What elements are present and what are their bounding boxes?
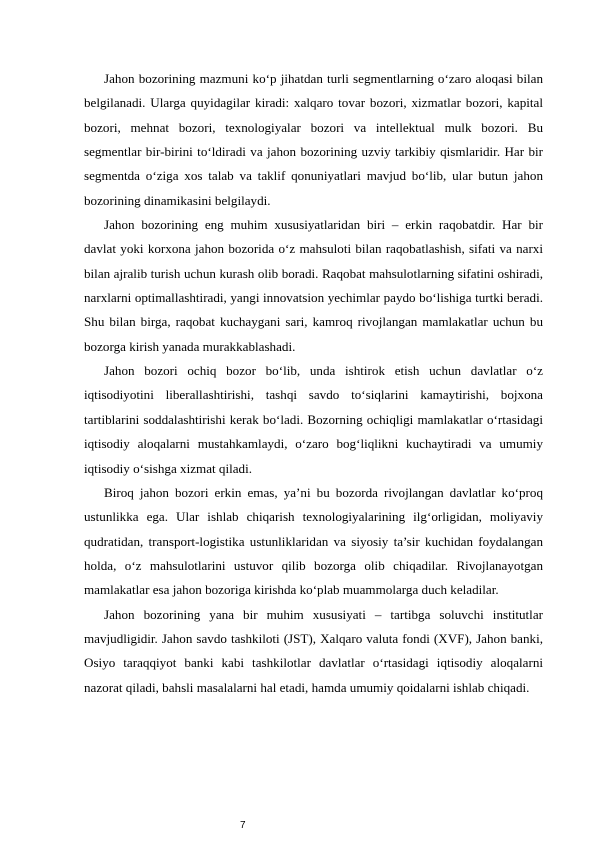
paragraph-segments: Jahon bozorining mazmuni ko‘p jihatdan turli segmentlarning o‘zaro aloqasi bilan belgilanadi. Ularga quyidagilar kiradi: xalqaro tovar bozori, xizmatlar bozori, kapital bozori, mehnat bozori, texnologiyalar bozori va intellektual mulk bozori. Bu segmentlar bir-birini to‘ldiradi va jahon bozorining uzviy tarkibiy qismlaridir. Har bir segmentda o‘ziga xos talab va taklif qonuniyatlari mavjud bo‘lib, ular butun jahon bozorining dinamikasini belgilaydi. <box>84 71 543 208</box>
paragraph-developed-countries: Biroq jahon bozori erkin emas, ya’ni bu bozorda rivojlangan davlatlar ko‘proq ustunlikka ega. Ular ishlab chiqarish texnologiyalarining ilg‘orligidan, moliyaviy qudratidan, transport-logistika ustunliklaridan va siyosiy ta’sir kuchidan foydalangan holda, o‘z mahsulotlarini ustuvor qilib bozorga olib chiqadilar. Rivojlanayotgan mamlakatlar esa jahon bozoriga kirishda ko‘plab muammolarga duch keladilar. <box>84 484 543 598</box>
paragraph-competition: Jahon bozorining eng muhim xususiyatlaridan biri – erkin raqobatdir. Har bir davlat yoki korxona jahon bozorida o‘z mahsuloti bilan raqobatlashish, sifati va narxi bilan ajralib turish uchun kurash olib boradi. Raqobat mahsulotlarning sifatini oshiradi, narxlarni optimallashtiradi, yangi innovatsion yechimlar paydo bo‘lishiga turtki beradi. Shu bilan birga, raqobat kuchaygani sari, kamroq rivojlangan mamlakatlar uchun bu bozorga kirish yanada murakkablashadi. <box>84 217 543 354</box>
page-number: 7 <box>240 820 246 831</box>
paragraph-open-market: Jahon bozori ochiq bozor bo‘lib, unda ishtirok etish uchun davlatlar o‘z iqtisodiyotini liberallashtirishi, tashqi savdo to‘siqlarini kamaytirishi, bojxona tartiblarini soddalashtirishi kerak bo‘ladi. Bozorning ochiqligi mamlakatlar o‘rtasidagi iqtisodiy aloqalarni mustahkamlaydi, o‘zaro bog‘liqlikni kuchaytiradi va umumiy iqtisodiy o‘sishga xizmat qiladi. <box>84 363 543 476</box>
paragraph-institutions: Jahon bozorining yana bir muhim xususiyati – tartibga soluvchi institutlar mavjudligidir. Jahon savdo tashkiloti (JST), Xalqaro valuta fondi (XVF), Jahon banki, Osiyo taraqqiyot banki kabi tashkilotlar davlatlar o‘rtasidagi iqtisodiy aloqalarni nazorat qiladi, bahsli masalalarni hal etadi, hamda umumiy qoidalarni ishlab chiqadi. <box>84 606 543 695</box>
document-body <box>84 67 543 700</box>
